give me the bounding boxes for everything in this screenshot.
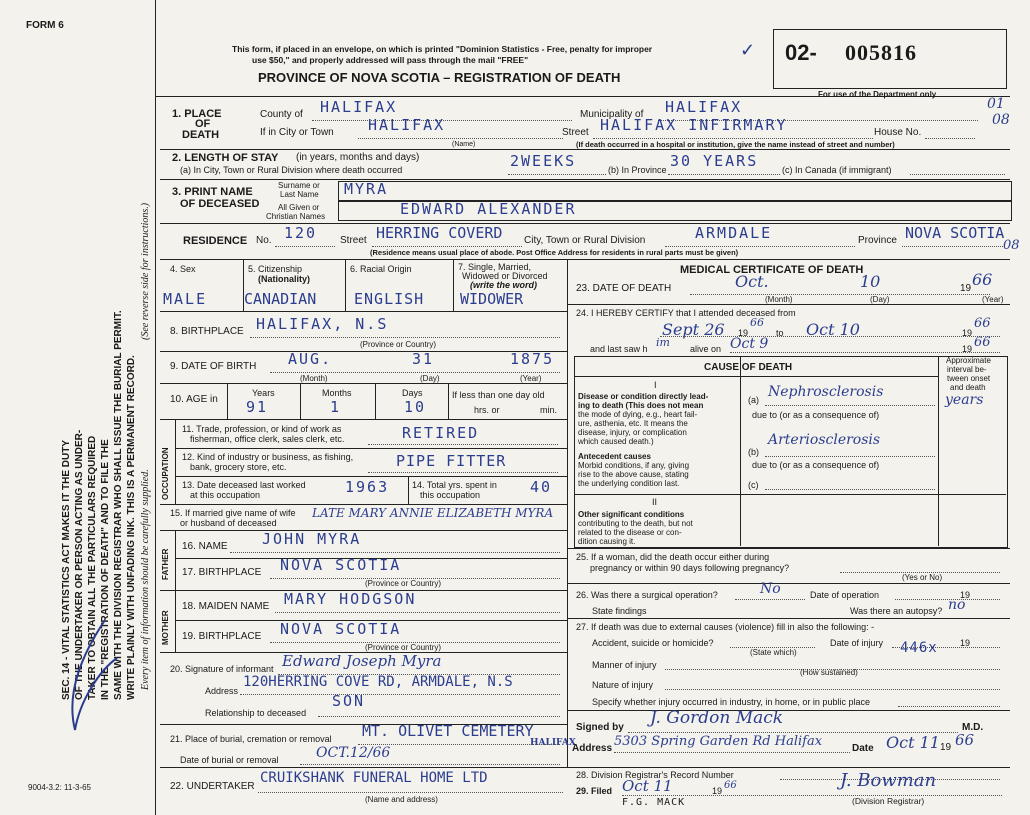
- signed-date-label: Date: [852, 743, 874, 754]
- stay-note: (in years, months and days): [296, 152, 420, 163]
- from-year: 66: [750, 316, 764, 329]
- side-text-7: (See reverse side for instructions.): [140, 202, 151, 340]
- dod-label: 23. DATE OF DEATH: [576, 283, 672, 294]
- marital-label-3: (write the word): [470, 280, 537, 290]
- stay-b-label: (b) In Province: [608, 165, 667, 175]
- op-year-prefix: 19: [960, 590, 971, 600]
- birthplace-label: 8. BIRTHPLACE: [170, 326, 244, 337]
- burial-date: OCT.12/66: [316, 745, 391, 761]
- side-text-8: Every item of information should be carefully supplied.: [140, 469, 151, 690]
- interval-label-4: and death: [950, 383, 986, 392]
- autopsy-label: Was there an autopsy?: [850, 606, 943, 616]
- direct-label-4: ure, asthenia, etc. It means the: [578, 419, 688, 428]
- dod-month-note: (Month): [765, 295, 793, 304]
- registration-number: 005816: [845, 40, 917, 65]
- filed-year-prefix: 19: [712, 786, 723, 796]
- father-bp-label: 17. BIRTHPLACE: [182, 567, 262, 578]
- other-label-3: related to the disease or con-: [578, 528, 682, 537]
- informant-address: 120HERRING COVE RD, ARMDALE, N.S: [243, 674, 513, 690]
- dept-use-label: For use of the Department only: [818, 90, 937, 99]
- date-injury-label: Date of injury: [830, 638, 884, 648]
- cause-a-label: (a): [748, 395, 759, 405]
- marital-label-1: 7. Single, Married,: [458, 262, 532, 272]
- father-name: JOHN MYRA: [262, 530, 362, 548]
- undertaker-value: CRUIKSHANK FUNERAL HOME LTD: [260, 770, 488, 786]
- street-label: Street: [562, 127, 589, 138]
- cause-title: CAUSE OF DEATH: [704, 362, 793, 373]
- father-side-label: FATHER: [161, 548, 170, 580]
- form-title: PROVINCE OF NOVA SCOTIA – REGISTRATION OF DEATH: [258, 70, 621, 85]
- name-note: (Name): [452, 141, 476, 148]
- birthplace-note: (Province or Country): [360, 340, 437, 349]
- dod-day: 10: [860, 272, 881, 291]
- residence-label: RESIDENCE: [183, 235, 248, 247]
- from-year-prefix: 19: [738, 328, 749, 338]
- interval-label-1: Approximate: [946, 356, 991, 365]
- how-note: (How sustained): [800, 668, 858, 677]
- wife-label-1: 15. If married give name of wife: [170, 508, 296, 518]
- name-label-2: OF DECEASED: [180, 198, 260, 210]
- surname-value: MYRA: [344, 180, 389, 198]
- alive-year-prefix: 19: [962, 344, 973, 354]
- cause-b-label: (b): [748, 447, 759, 457]
- registration-prefix: 02-: [785, 40, 817, 65]
- mother-bp-note: (Province or Country): [365, 643, 442, 652]
- dob-day-note: (Day): [420, 374, 440, 383]
- direct-label-3: the mode of dying, e.g., heart fail-: [578, 410, 698, 419]
- age-days: 10: [404, 398, 427, 416]
- citizenship-label-1: 5. Citizenship: [248, 264, 303, 274]
- direct-label-1: Disease or condition directly lead-: [578, 392, 709, 401]
- informant-sig-label: 20. Signature of informant: [170, 664, 274, 674]
- residence-no: 120: [284, 224, 318, 242]
- street-value: HALIFAX INFIRMARY: [600, 116, 788, 134]
- dob-month: AUG.: [288, 350, 333, 368]
- residence-city-label: City, Town or Rural Division: [524, 235, 646, 246]
- burial-date-label: Date of burial or removal: [180, 755, 279, 765]
- dob-label: 9. DATE OF BIRTH: [170, 361, 257, 372]
- racial-label: 6. Racial Origin: [350, 264, 412, 274]
- months-label: Months: [322, 388, 352, 398]
- trade-label-1: 11. Trade, profession, or kind of work as: [182, 424, 342, 434]
- registrar-signature: J. Bowman: [840, 770, 937, 791]
- q25-line-1: 25. If a woman, did the death occur either during: [576, 552, 770, 562]
- racial-value: ENGLISH: [354, 290, 425, 308]
- checkmark-icon: ✓: [740, 40, 756, 60]
- industry-label-2: bank, grocery store, etc.: [190, 462, 287, 472]
- side-text-3: TAKER TO OBTAIN ALL THE PARTICULARS REQUIRED: [87, 435, 98, 700]
- filed-date: Oct 11: [622, 777, 673, 795]
- wife-label-2: or husband of deceased: [180, 518, 277, 528]
- place-label: 1. PLACE: [172, 108, 222, 120]
- direct-label-6: which caused death.): [578, 437, 654, 446]
- state-which-note: (State which): [750, 648, 797, 657]
- side-text-1: SEC. 14 - VITAL STATISTICS ACT MAKES IT THE DUTY: [61, 439, 72, 700]
- notice-line-2: use $50," and properly addressed will pass through the mail "FREE": [252, 55, 529, 65]
- dept-code-1: 01: [987, 96, 1005, 112]
- total-years-label-1: 14. Total yrs. spent in: [412, 480, 497, 490]
- citizenship-label-2: (Nationality): [258, 274, 311, 284]
- other-label-1: Other significant conditions: [578, 510, 685, 519]
- city-value: HALIFAX: [368, 116, 446, 134]
- alive-date: Oct 9: [730, 336, 769, 352]
- mother-bp-label: 19. BIRTHPLACE: [182, 631, 262, 642]
- antecedent-label-1: Antecedent causes: [578, 452, 651, 461]
- house-label: House No.: [874, 127, 922, 138]
- mother-label: 18. MAIDEN NAME: [182, 601, 270, 612]
- trade-label-2: fisherman, office clerk, sales clerk, etc.: [190, 434, 345, 444]
- cause-a-interval: years: [945, 392, 984, 408]
- accident-label: Accident, suicide or homicide?: [592, 638, 714, 648]
- alive-label: alive on: [690, 344, 722, 354]
- direct-label-5: disease, injury, or complication: [578, 428, 687, 437]
- cause-b: Arteriosclerosis: [768, 432, 881, 448]
- other-label-2: contributing to the death, but not: [578, 519, 693, 528]
- place-death-label: DEATH: [182, 129, 220, 141]
- autopsy-value: no: [948, 597, 966, 613]
- date-operation-label: Date of operation: [810, 590, 880, 600]
- last-worked-value: 1963: [345, 478, 390, 496]
- signed-year: 66: [955, 731, 975, 749]
- dob-year-note: (Year): [520, 374, 542, 383]
- mother-bp: NOVA SCOTIA: [280, 620, 402, 638]
- given-value: EDWARD ALEXANDER: [400, 200, 577, 218]
- mack-stamp: F.G. MACK: [622, 797, 686, 808]
- other-label-4: dition causing it.: [578, 537, 636, 546]
- age-years: 91: [246, 398, 269, 416]
- injury-year-prefix: 19: [960, 638, 971, 648]
- mother-name: MARY HODGSON: [284, 590, 417, 608]
- dod-day-note: (Day): [870, 295, 890, 304]
- nature-label: Nature of injury: [592, 680, 654, 690]
- side-text-5: SAME WITH THE DIVISION REGISTRAR WHO SHALL ISSUE THE BURIAL PERMIT.: [113, 310, 124, 700]
- part-one: I: [654, 380, 657, 390]
- city-label: If in City or Town: [260, 127, 334, 138]
- industry-label-1: 12. Kind of industry or business, as fishing,: [182, 452, 354, 462]
- given-label-2: Christian Names: [266, 212, 326, 221]
- direct-label-2: ing to death (This does not mean: [578, 401, 704, 410]
- manner-label: Manner of injury: [592, 660, 657, 670]
- due-to-1: due to (or as a consequence of): [752, 410, 880, 420]
- stat-code: 446x: [900, 640, 938, 656]
- q26-answer: No: [760, 581, 781, 597]
- md-label: M.D.: [962, 722, 984, 733]
- burial-place-label: 21. Place of burial, cremation or removal: [170, 734, 332, 744]
- stay-a-value: 2WEEKS: [510, 152, 577, 170]
- min-label: min.: [540, 405, 558, 415]
- burial-place: MT. OLIVET CEMETERY: [362, 722, 534, 740]
- attended-to: Oct 10: [806, 320, 860, 339]
- residence-province-label: Province: [858, 235, 897, 246]
- cause-c-label: (c): [748, 480, 759, 490]
- signed-by-label: Signed by: [576, 722, 624, 733]
- less-than-day-label: If less than one day old: [452, 390, 545, 400]
- antecedent-label-4: the underlying condition last.: [578, 479, 680, 488]
- years-label: Years: [252, 388, 275, 398]
- father-bp: NOVA SCOTIA: [280, 556, 402, 574]
- place-of-label: OF: [195, 118, 211, 130]
- yes-no-note: (Yes or No): [902, 573, 943, 582]
- stay-b-value: 30 YEARS: [670, 152, 759, 170]
- total-years-value: 40: [530, 478, 553, 496]
- to-year-prefix: 19: [962, 328, 973, 338]
- given-label-1: All Given or: [278, 203, 320, 212]
- form-label: FORM 6: [26, 20, 64, 31]
- dept-code-2: 08: [992, 112, 1010, 128]
- side-text-2: OF THE UNDERTAKER OR PERSON ACTING AS UNDER-: [74, 429, 85, 700]
- birthplace-value: HALIFAX, N.S: [256, 315, 389, 333]
- last-worked-label-2: at this occupation: [190, 490, 261, 500]
- marital-label-2: Widowed or Divorced: [462, 271, 548, 281]
- relationship-label: Relationship to deceased: [205, 708, 307, 718]
- filed-year: 66: [724, 780, 737, 791]
- residence-street: HERRING COVERD: [376, 224, 503, 242]
- residence-city: ARMDALE: [695, 224, 773, 242]
- certify-label: 24. I HEREBY CERTIFY that I attended deceased from: [576, 308, 796, 318]
- undertaker-label: 22. UNDERTAKER: [170, 781, 255, 792]
- county-value: HALIFAX: [320, 98, 398, 116]
- sex-label: 4. Sex: [170, 264, 196, 274]
- wife-value: LATE MARY ANNIE ELIZABETH MYRA: [312, 506, 554, 520]
- attended-from: Sept 26: [662, 320, 725, 339]
- interval-label-2: interval be-: [947, 365, 987, 374]
- burial-place-note: HALIFAX: [530, 738, 576, 748]
- marital-value: WIDOWER: [460, 290, 524, 308]
- residence-no-label: No.: [256, 235, 272, 246]
- municipality-value: HALIFAX: [665, 98, 743, 116]
- left-margin-rule: [155, 0, 156, 815]
- physician-address-label: Address: [572, 743, 613, 754]
- dod-month: Oct.: [735, 272, 769, 291]
- municipality-label: Municipality of: [580, 109, 644, 120]
- last-seen-label: and last saw h: [590, 344, 648, 354]
- age-label: 10. AGE in: [170, 394, 218, 405]
- informant-signature: Edward Joseph Myra: [282, 652, 442, 670]
- dob-day: 31: [412, 350, 435, 368]
- physician-address: 5303 Spring Garden Rd Halifax: [614, 734, 823, 749]
- q29-label: 29. Filed: [576, 786, 613, 796]
- informant-address-label: Address: [205, 686, 239, 696]
- interval-label-3: tween onset: [947, 374, 991, 383]
- to-year: 66: [974, 316, 991, 331]
- q25-line-2: pregnancy or within 90 days following pregnancy?: [590, 563, 790, 573]
- days-label: Days: [402, 388, 423, 398]
- last-seen-him: im: [656, 336, 670, 349]
- to-label: to: [776, 328, 784, 338]
- total-years-label-2: this occupation: [420, 490, 481, 500]
- state-findings-label: State findings: [592, 606, 647, 616]
- q27-label: 27. If death was due to external causes (violence) fill in also the following: -: [576, 622, 875, 632]
- sex-value: MALE: [163, 290, 208, 308]
- residence-province: NOVA SCOTIA: [905, 224, 1005, 242]
- county-label: County of: [260, 109, 303, 120]
- industry-value: PIPE FITTER: [396, 452, 507, 470]
- part-two: II: [652, 497, 658, 507]
- physician-signature: J. Gordon Mack: [650, 708, 784, 728]
- signed-date: Oct 11: [886, 733, 940, 752]
- surname-field: [338, 181, 1012, 201]
- age-months: 1: [330, 398, 342, 416]
- last-worked-label-1: 13. Date deceased last worked: [182, 480, 306, 490]
- side-text-6: WRITE PLAINLY WITH UNFADING INK. THIS IS A PERMANENT RECORD.: [126, 355, 137, 700]
- stay-label: 2. LENGTH OF STAY: [172, 152, 279, 164]
- occupation-side-label: OCCUPATION: [161, 447, 170, 500]
- residence-note: (Residence means usual place of abode. Post Office Address for residents in rural parts must be given): [370, 248, 739, 257]
- cause-a: Nephrosclerosis: [768, 384, 884, 400]
- father-name-label: 16. NAME: [182, 541, 228, 552]
- surname-label-1: Surname or: [278, 181, 320, 190]
- medical-title: MEDICAL CERTIFICATE OF DEATH: [680, 264, 864, 276]
- notice-line-1: This form, if placed in an envelope, on which is printed "Dominion Statistics - Free, penalty for improper: [232, 44, 653, 54]
- alive-year: 66: [974, 335, 991, 350]
- q28-label: 28. Division Registrar's Record Number: [576, 770, 734, 780]
- antecedent-label-2: Morbid conditions, if any, giving: [578, 461, 690, 470]
- trade-value: RETIRED: [402, 424, 480, 442]
- mother-side-label: MOTHER: [161, 610, 170, 645]
- dod-year-note: (Year): [982, 295, 1004, 304]
- specify-label: Specify whether injury occurred in industry, in home, or in public place: [592, 697, 870, 707]
- dept-code-3: 08: [1003, 238, 1020, 253]
- due-to-2: due to (or as a consequence of): [752, 460, 880, 470]
- signed-year-prefix: 19: [940, 742, 952, 753]
- dob-month-note: (Month): [300, 374, 328, 383]
- father-bp-note: (Province or Country): [365, 579, 442, 588]
- surname-label-2: Last Name: [280, 190, 319, 199]
- citizenship-value: CANADIAN: [244, 290, 317, 308]
- dob-year: 1875: [510, 350, 555, 368]
- side-text-4: IN THE "REGISTRATION OF DEATH" AND TO FILE THE: [100, 439, 111, 700]
- stay-a-label: (a) In City, Town or Rural Division where death occurred: [180, 165, 403, 175]
- name-label-1: 3. PRINT NAME: [172, 186, 253, 198]
- undertaker-note: (Name and address): [365, 795, 438, 804]
- dod-year-prefix: 19: [960, 283, 972, 294]
- pen-mark-icon: [55, 610, 125, 740]
- residence-street-label: Street: [340, 235, 367, 246]
- stay-c-label: (c) In Canada (if immigrant): [782, 165, 892, 175]
- informant-relationship: SON: [332, 692, 366, 710]
- antecedent-label-3: rise to the above cause, stating: [578, 470, 689, 479]
- print-code: 9004-3.2: 11-3-65: [28, 783, 92, 792]
- division-registrar-note: (Division Registrar): [852, 796, 925, 806]
- q26-label: 26. Was there a surgical operation?: [576, 590, 718, 600]
- hrs-label: hrs. or: [474, 405, 500, 415]
- dod-year: 66: [972, 270, 993, 289]
- street-note: (If death occurred in a hospital or institution, give the name instead of street and number): [576, 140, 895, 149]
